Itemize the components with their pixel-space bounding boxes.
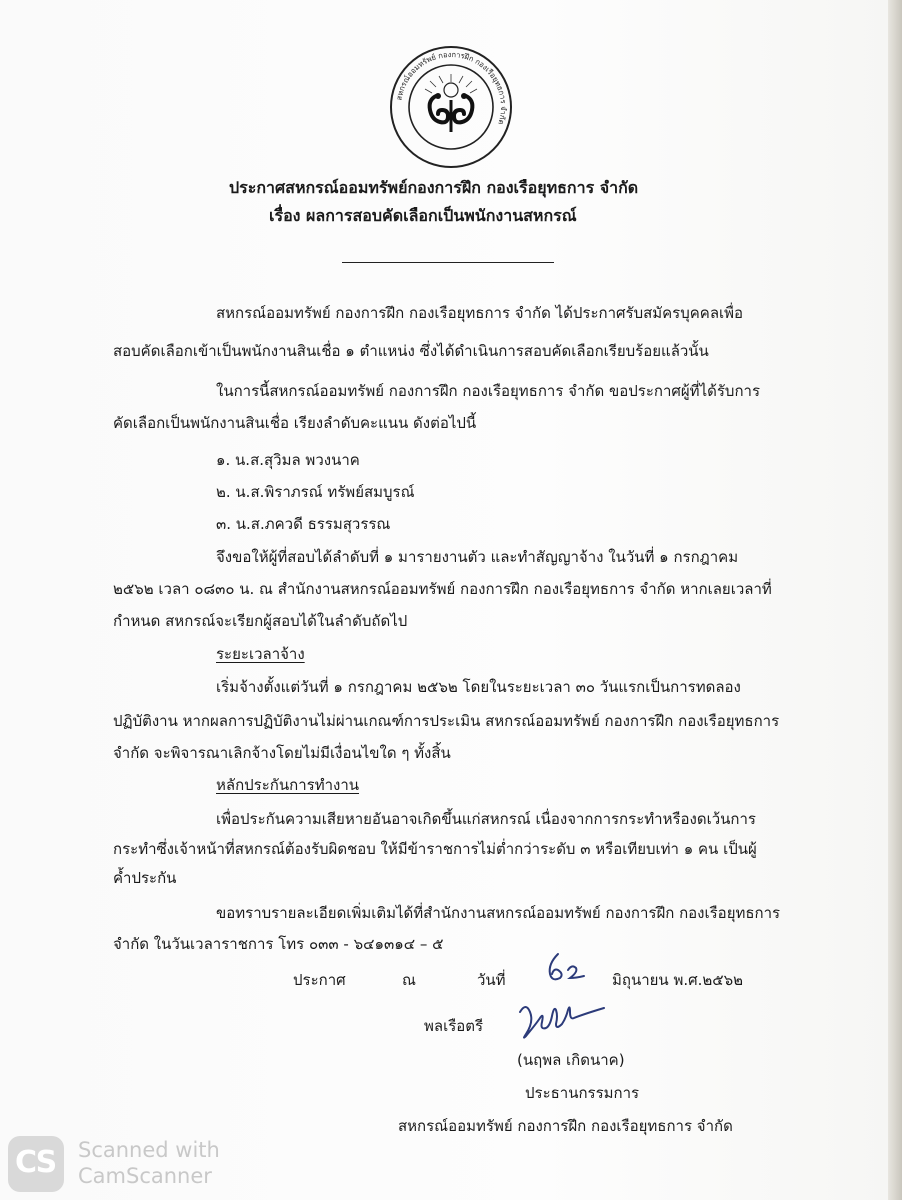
paragraph-3-line-1: จึงขอให้ผู้ที่สอบได้ลำดับที่ ๑ มารายงานตัว และทำสัญญาจ้าง ในวันที่ ๑ กรกฎาคม [216, 548, 739, 566]
signatory-name: (นฤพล เกิดนาค) [517, 1051, 625, 1069]
paragraph-3-line-2: ๒๕๖๒ เวลา ๐๘๓๐ น. ณ สำนักงานสหกรณ์ออมทรัพย์ กองการฝึก กองเรือยุทธการ จำกัด หากเลยเวลาที่ [113, 580, 772, 598]
handwritten-day-text: ๒๖ [544, 948, 546, 949]
paragraph-5-line-3: ค้ำประกัน [113, 869, 177, 887]
date-label: วันที่ [477, 971, 506, 989]
watermark-line-2: CamScanner [78, 1164, 212, 1188]
candidate-3: ๓. น.ส.ภควดี ธรรมสุวรรณ [216, 515, 391, 533]
seal-text: สหกรณ์ออมทรัพย์ กองการฝึก กองเรือยุทธการ จำกัด [394, 49, 509, 126]
heading-work-guarantee: หลักประกันการทำงาน [216, 776, 360, 794]
paragraph-4-line-1: เริ่มจ้างตั้งแต่วันที่ ๑ กรกฎาคม ๒๕๖๒ โดยในระยะเวลา ๓๐ วันแรกเป็นการทดลอง [216, 678, 741, 696]
signatory-organization: สหกรณ์ออมทรัพย์ กองการฝึก กองเรือยุทธการ จำกัด [398, 1117, 733, 1135]
candidate-1: ๑. น.ส.สุวิมล พวงนาค [216, 451, 360, 469]
camscanner-logo-text: CS [15, 1145, 56, 1180]
handwritten-day [544, 948, 594, 988]
paragraph-4-line-3: จำกัด จะพิจารณาเลิกจ้างโดยไม่มีเงื่อนไขใด ๆ ทั้งสิ้น [113, 744, 451, 762]
paragraph-6-line-1: ขอทราบรายละเอียดเพิ่มเติมได้ที่สำนักงานสหกรณ์ออมทรัพย์ กองการฝึก กองเรือยุทธการ [216, 904, 781, 922]
paragraph-2-line-2: คัดเลือกเป็นพนักงานสินเชื่อ เรียงลำดับคะแนน ดังต่อไปนี้ [113, 414, 477, 432]
heading-employment-period: ระยะเวลาจ้าง [216, 645, 305, 663]
handwritten-signature [512, 996, 622, 1052]
watermark-line-1: Scanned with [78, 1138, 220, 1162]
page-edge-shadow [888, 0, 902, 1200]
paragraph-3-line-3: กำหนด สหกรณ์จะเรียกผู้สอบได้ในลำดับถัดไป [113, 612, 408, 630]
camscanner-logo-icon [8, 1136, 64, 1192]
announced-label: ประกาศ [293, 971, 346, 989]
cooperative-seal-icon [388, 44, 514, 170]
announcement-subject: เรื่อง ผลการสอบคัดเลือกเป็นพนักงานสหกรณ์ [269, 206, 577, 225]
paragraph-1-line-1: สหกรณ์ออมทรัพย์ กองการฝึก กองเรือยุทธการ จำกัด ได้ประกาศรับสมัครบุคคลเพื่อ [216, 304, 744, 322]
at-label: ณ [402, 971, 416, 989]
announcement-title: ประกาศสหกรณ์ออมทรัพย์กองการฝึก กองเรือยุทธการ จำกัด [229, 178, 639, 197]
paragraph-6-line-2: จำกัด ในวันเวลาราชการ โทร ๐๓๓ - ๖๔๑๓๑๔ – ๕ [113, 935, 444, 953]
candidate-2: ๒. น.ส.พิราภรณ์ ทรัพย์สมบูรณ์ [216, 483, 415, 501]
paragraph-4-line-2: ปฏิบัติงาน หากผลการปฏิบัติงานไม่ผ่านเกณฑ์การประเมิน สหกรณ์ออมทรัพย์ กองการฝึก กองเรือยุทธการ [113, 712, 780, 730]
month-year: มิถุนายน พ.ศ.๒๕๖๒ [612, 971, 744, 989]
signatory-rank: พลเรือตรี [424, 1017, 484, 1035]
paragraph-1-line-2: สอบคัดเลือกเข้าเป็นพนักงานสินเชื่อ ๑ ตำแหน่ง ซึ่งได้ดำเนินการสอบคัดเลือกเรียบร้อยแล้วนั้น [113, 342, 709, 360]
paragraph-2-line-1: ในการนี้สหกรณ์ออมทรัพย์ กองการฝึก กองเรือยุทธการ จำกัด ขอประกาศผู้ที่ได้รับการ [216, 382, 760, 400]
paragraph-5-line-1: เพื่อประกันความเสียหายอันอาจเกิดขึ้นแก่สหกรณ์ เนื่องจากการกระทำหรืองดเว้นการ [216, 810, 756, 828]
paragraph-5-line-2: กระทำซึ่งเจ้าหน้าที่สหกรณ์ต้องรับผิดชอบ ให้มีข้าราชการไม่ต่ำกว่าระดับ ๓ หรือเทียบเท่า ๑ คน เป็นผู้ [113, 840, 757, 858]
title-divider [342, 262, 554, 263]
signatory-position: ประธานกรรมการ [525, 1084, 640, 1102]
